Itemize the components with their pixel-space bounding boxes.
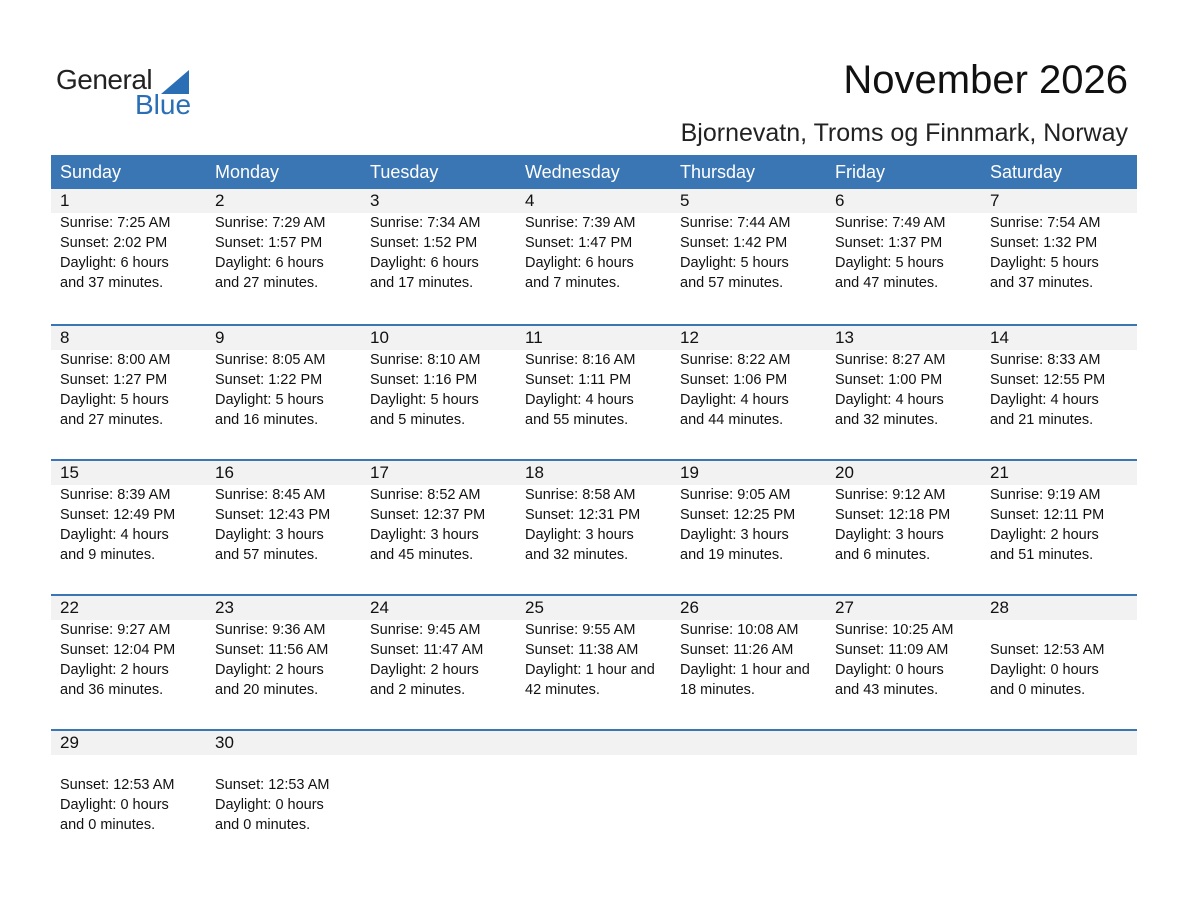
daylight-text: Daylight: 0 hours <box>835 662 944 678</box>
day-cell <box>206 326 361 430</box>
weekday-monday: Monday <box>215 162 280 182</box>
day-number: 8 <box>60 328 70 347</box>
sunset-text: Sunset: 11:26 AM <box>680 642 794 658</box>
daylight-text: Daylight: 5 hours <box>60 392 169 408</box>
daylight-minutes-text: and 0 minutes. <box>990 682 1086 698</box>
daylight-minutes-text: and 37 minutes. <box>990 275 1094 291</box>
day-number: 2 <box>215 191 225 210</box>
day-cell <box>981 461 1136 565</box>
daylight-minutes-text: and 43 minutes. <box>835 682 939 698</box>
daylight-text: Daylight: 3 hours <box>370 527 479 543</box>
daylight-text: Daylight: 2 hours <box>60 662 169 678</box>
day-number: 16 <box>215 463 234 482</box>
daylight-text: Daylight: 6 hours <box>370 255 479 271</box>
week-row <box>51 594 1137 729</box>
daylight-minutes-text: and 19 minutes. <box>680 547 784 563</box>
sunrise-text: Sunrise: 8:45 AM <box>215 487 326 503</box>
sunset-text: Sunset: 12:25 PM <box>680 507 796 523</box>
sunrise-text: Sunrise: 8:05 AM <box>215 352 326 368</box>
sunrise-text: Sunrise: 9:36 AM <box>215 622 326 638</box>
daylight-minutes-text: 18 minutes. <box>680 682 755 698</box>
sunrise-text: Sunrise: 9:45 AM <box>370 622 481 638</box>
day-number: 5 <box>680 191 690 210</box>
day-cell <box>981 731 1136 835</box>
day-cell <box>516 326 671 430</box>
sunset-text: Sunset: 1:00 PM <box>835 372 943 388</box>
week-row <box>51 459 1137 594</box>
daylight-text: Daylight: 0 hours <box>215 797 324 813</box>
day-number: 28 <box>990 598 1009 617</box>
daylight-text: Daylight: 3 hours <box>680 527 789 543</box>
daylight-minutes-text: and 51 minutes. <box>990 547 1094 563</box>
sunrise-text: Sunrise: 8:27 AM <box>835 352 946 368</box>
day-number: 18 <box>525 463 544 482</box>
day-cell <box>206 461 361 565</box>
location-subtitle: Bjornevatn, Troms og Finnmark, Norway <box>680 119 1128 147</box>
daylight-text: Daylight: 5 hours <box>990 255 1099 271</box>
sunset-text: Sunset: 1:32 PM <box>990 235 1098 251</box>
daylight-minutes-text: and 0 minutes. <box>60 817 156 833</box>
daylight-text: Daylight: 2 hours <box>370 662 479 678</box>
day-cell <box>361 189 516 293</box>
sunset-text: Sunset: 12:43 PM <box>215 507 331 523</box>
daylight-minutes-text: and 20 minutes. <box>215 682 319 698</box>
day-number <box>680 731 826 755</box>
sunrise-text: Sunrise: 9:19 AM <box>990 487 1101 503</box>
day-number: 19 <box>680 463 699 482</box>
sunset-text: Sunset: 11:56 AM <box>215 642 329 658</box>
daylight-text: Daylight: 4 hours <box>835 392 944 408</box>
weekday-saturday: Saturday <box>990 162 1063 182</box>
daylight-text: Daylight: 0 hours <box>60 797 169 813</box>
day-cell <box>51 326 206 430</box>
day-cell <box>826 189 981 293</box>
day-cell <box>981 326 1136 430</box>
day-cell <box>671 189 826 293</box>
sunset-text: Sunset: 12:53 AM <box>215 777 330 793</box>
day-number: 22 <box>60 598 79 617</box>
day-number: 6 <box>835 191 845 210</box>
sunset-text: Sunset: 11:38 AM <box>525 642 639 658</box>
day-number: 24 <box>370 598 389 617</box>
daylight-minutes-text: and 7 minutes. <box>525 275 621 291</box>
daylight-text: Daylight: 2 hours <box>990 527 1099 543</box>
sunset-text: Sunset: 1:47 PM <box>525 235 633 251</box>
sunrise-text: Sunrise: 10:08 AM <box>680 622 799 638</box>
daylight-text: Daylight: 6 hours <box>525 255 634 271</box>
daylight-text: Daylight: 5 hours <box>680 255 789 271</box>
day-cell <box>826 596 981 700</box>
day-cell <box>516 189 671 293</box>
daylight-minutes-text: and 57 minutes. <box>215 547 319 563</box>
day-number: 17 <box>370 463 389 482</box>
sunrise-text: Sunrise: 8:52 AM <box>370 487 481 503</box>
day-number <box>370 731 516 755</box>
day-number: 9 <box>215 328 225 347</box>
day-cell <box>361 596 516 700</box>
daylight-text: Daylight: 4 hours <box>525 392 634 408</box>
sunset-text: Sunset: 1:27 PM <box>60 372 168 388</box>
sunset-text: Sunset: 12:11 PM <box>990 507 1105 523</box>
day-number: 21 <box>990 463 1009 482</box>
sunset-text: Sunset: 12:53 AM <box>990 642 1105 658</box>
sunset-text: Sunset: 1:22 PM <box>215 372 323 388</box>
day-cell <box>671 731 826 835</box>
weekday-tuesday: Tuesday <box>370 162 439 182</box>
daylight-minutes-text: and 47 minutes. <box>835 275 939 291</box>
daylight-minutes-text: and 27 minutes. <box>215 275 319 291</box>
generalblue-logo <box>56 62 196 122</box>
daylight-minutes-text: and 45 minutes. <box>370 547 474 563</box>
sunrise-text: Sunrise: 8:10 AM <box>370 352 481 368</box>
sunrise-text: Sunrise: 9:55 AM <box>525 622 636 638</box>
calendar-grid <box>51 155 1137 864</box>
week-row <box>51 189 1137 324</box>
day-number: 14 <box>990 328 1009 347</box>
sunset-text: Sunset: 1:06 PM <box>680 372 788 388</box>
daylight-text: Daylight: 5 hours <box>835 255 944 271</box>
day-cell <box>206 189 361 293</box>
daylight-minutes-text: and 32 minutes. <box>525 547 629 563</box>
day-number: 10 <box>370 328 389 347</box>
daylight-minutes-text: and 44 minutes. <box>680 412 784 428</box>
day-number: 13 <box>835 328 854 347</box>
weekday-friday: Friday <box>835 162 886 182</box>
daylight-text: Daylight: 3 hours <box>215 527 324 543</box>
day-number: 1 <box>60 191 70 210</box>
day-cell <box>826 731 981 835</box>
sunrise-text: Sunrise: 10:25 AM <box>835 622 954 638</box>
page-title: November 2026 <box>843 58 1128 102</box>
day-cell <box>361 731 516 835</box>
sunset-text: Sunset: 12:31 PM <box>525 507 641 523</box>
day-number <box>525 731 671 755</box>
sunrise-text: Sunrise: 7:25 AM <box>60 215 171 231</box>
sunset-text: Sunset: 12:04 PM <box>60 642 176 658</box>
sunrise-text <box>215 755 361 775</box>
day-number: 30 <box>215 733 234 752</box>
weekday-thursday: Thursday <box>680 162 756 182</box>
sunrise-text: Sunrise: 8:00 AM <box>60 352 171 368</box>
sunrise-text: Sunrise: 7:34 AM <box>370 215 481 231</box>
day-cell <box>826 326 981 430</box>
daylight-minutes-text: and 21 minutes. <box>990 412 1094 428</box>
day-cell <box>361 461 516 565</box>
daylight-minutes-text: and 9 minutes. <box>60 547 156 563</box>
daylight-text: Daylight: 5 hours <box>370 392 479 408</box>
daylight-text: Daylight: 5 hours <box>215 392 324 408</box>
daylight-minutes-text: and 57 minutes. <box>680 275 784 291</box>
day-number: 3 <box>370 191 380 210</box>
day-cell <box>51 461 206 565</box>
sunrise-text: Sunrise: 9:27 AM <box>60 622 171 638</box>
sunrise-text <box>60 755 206 775</box>
week-row <box>51 729 1137 864</box>
sunset-text: Sunset: 1:52 PM <box>370 235 478 251</box>
weekday-sunday: Sunday <box>60 162 122 182</box>
day-cell <box>671 326 826 430</box>
daylight-minutes-text: and 5 minutes. <box>370 412 466 428</box>
sunrise-text: Sunrise: 7:54 AM <box>990 215 1101 231</box>
day-cell <box>516 461 671 565</box>
sunrise-text <box>990 620 1136 640</box>
sunset-text: Sunset: 1:16 PM <box>370 372 478 388</box>
daylight-minutes-text: and 2 minutes. <box>370 682 466 698</box>
sunrise-text: Sunrise: 8:58 AM <box>525 487 636 503</box>
sunrise-text: Sunrise: 9:05 AM <box>680 487 791 503</box>
sunset-text: Sunset: 1:11 PM <box>525 372 632 388</box>
daylight-text: Daylight: 3 hours <box>835 527 944 543</box>
daylight-text: Daylight: 4 hours <box>680 392 789 408</box>
day-cell <box>981 189 1136 293</box>
sunrise-text: Sunrise: 7:49 AM <box>835 215 946 231</box>
logo-text-general: General <box>56 64 153 95</box>
daylight-minutes-text: and 32 minutes. <box>835 412 939 428</box>
sunset-text: Sunset: 11:09 AM <box>835 642 949 658</box>
sunrise-text: Sunrise: 7:39 AM <box>525 215 636 231</box>
sunset-text: Sunset: 12:37 PM <box>370 507 486 523</box>
sunrise-text: Sunrise: 8:16 AM <box>525 352 636 368</box>
week-row <box>51 324 1137 459</box>
daylight-text: Daylight: 3 hours <box>525 527 634 543</box>
sunrise-text: Sunrise: 8:33 AM <box>990 352 1101 368</box>
day-cell <box>981 596 1136 700</box>
sunset-text: Sunset: 1:57 PM <box>215 235 323 251</box>
day-cell <box>671 596 826 700</box>
day-cell <box>51 731 206 835</box>
daylight-minutes-text: and 55 minutes. <box>525 412 629 428</box>
day-cell <box>826 461 981 565</box>
day-number: 11 <box>525 328 543 347</box>
daylight-minutes-text: and 36 minutes. <box>60 682 164 698</box>
day-number: 27 <box>835 598 854 617</box>
day-cell <box>51 189 206 293</box>
daylight-text: Daylight: 2 hours <box>215 662 324 678</box>
daylight-minutes-text: and 0 minutes. <box>215 817 311 833</box>
sunset-text: Sunset: 12:53 AM <box>60 777 175 793</box>
daylight-minutes-text: and 16 minutes. <box>215 412 319 428</box>
daylight-minutes-text: and 6 minutes. <box>835 547 931 563</box>
sunset-text: Sunset: 12:55 PM <box>990 372 1106 388</box>
daylight-text: Daylight: 6 hours <box>60 255 169 271</box>
day-cell <box>516 731 671 835</box>
day-cell <box>206 596 361 700</box>
sunset-text: Sunset: 11:47 AM <box>370 642 484 658</box>
daylight-minutes-text: 42 minutes. <box>525 682 600 698</box>
day-number: 20 <box>835 463 854 482</box>
sunrise-text: Sunrise: 7:29 AM <box>215 215 326 231</box>
day-number: 29 <box>60 733 79 752</box>
day-number <box>835 731 981 755</box>
daylight-text: Daylight: 1 hour and <box>680 662 810 678</box>
day-number: 12 <box>680 328 699 347</box>
sunset-text: Sunset: 12:49 PM <box>60 507 176 523</box>
day-number: 4 <box>525 191 535 210</box>
day-number: 26 <box>680 598 699 617</box>
day-number: 7 <box>990 191 1000 210</box>
day-cell <box>51 596 206 700</box>
daylight-minutes-text: and 27 minutes. <box>60 412 164 428</box>
daylight-text: Daylight: 4 hours <box>60 527 169 543</box>
day-cell <box>361 326 516 430</box>
daylight-text: Daylight: 4 hours <box>990 392 1099 408</box>
daylight-text: Daylight: 0 hours <box>990 662 1099 678</box>
day-number: 15 <box>60 463 79 482</box>
sunrise-text: Sunrise: 8:22 AM <box>680 352 791 368</box>
sunset-text: Sunset: 12:18 PM <box>835 507 951 523</box>
daylight-minutes-text: and 37 minutes. <box>60 275 164 291</box>
weekday-wednesday: Wednesday <box>525 162 620 182</box>
calendar-weeks <box>51 189 1137 864</box>
day-cell <box>671 461 826 565</box>
sunset-text: Sunset: 1:42 PM <box>680 235 788 251</box>
weekday-header <box>51 155 1137 189</box>
daylight-text: Daylight: 6 hours <box>215 255 324 271</box>
sunset-text: Sunset: 1:37 PM <box>835 235 943 251</box>
sunrise-text: Sunrise: 7:44 AM <box>680 215 791 231</box>
day-cell <box>516 596 671 700</box>
day-cell <box>206 731 361 835</box>
daylight-minutes-text: and 17 minutes. <box>370 275 474 291</box>
day-number <box>990 731 1136 755</box>
daylight-text: Daylight: 1 hour and <box>525 662 655 678</box>
sunrise-text: Sunrise: 8:39 AM <box>60 487 171 503</box>
logo-text-blue: Blue <box>135 89 192 120</box>
sunset-text: Sunset: 2:02 PM <box>60 235 168 251</box>
day-number: 25 <box>525 598 544 617</box>
sunrise-text: Sunrise: 9:12 AM <box>835 487 946 503</box>
day-number: 23 <box>215 598 234 617</box>
